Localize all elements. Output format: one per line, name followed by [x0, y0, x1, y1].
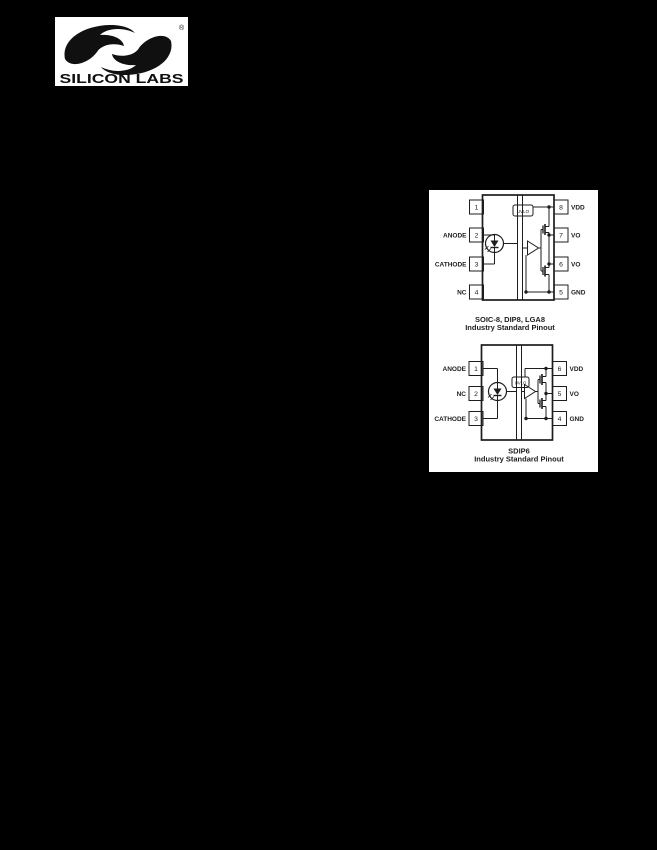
logo-graphic: [55, 17, 188, 86]
pin-label: ANODE: [442, 366, 466, 373]
pin-label: NC: [456, 391, 466, 398]
pin-number: 1: [474, 366, 478, 373]
mosfet-icon: [543, 266, 549, 277]
pin-label: VDD: [571, 204, 585, 212]
pin-number: 4: [474, 289, 479, 297]
pin-number: 2: [474, 391, 478, 398]
registered-trademark-icon: ®: [179, 25, 185, 32]
pin-label: CATHODE: [434, 416, 466, 423]
buffer-triangle-icon: [525, 385, 536, 399]
silicon-labs-logo: [55, 17, 188, 86]
pin-label: GND: [569, 416, 584, 423]
pin-label: VO: [571, 232, 581, 240]
pin-label: VDD: [569, 366, 584, 373]
pin-label: NC: [457, 289, 467, 297]
junction-dots: [524, 205, 550, 293]
pin-number: 7: [559, 232, 563, 240]
junction-dots: [524, 367, 547, 420]
pin-boxes-right: [554, 200, 568, 299]
pin-label: GND: [571, 289, 586, 297]
package-caption: SOIC-8, DIP8, LGA8: [474, 315, 546, 324]
pinout-figure: [429, 190, 598, 472]
pin-number: 5: [559, 289, 563, 297]
pin-label: VO: [571, 261, 581, 269]
pin-number: 1: [474, 204, 479, 212]
diagram-soic8-dip8-lga8: [435, 195, 586, 332]
isolation-barrier-icon: [517, 345, 522, 440]
pinout-diagrams: [429, 190, 598, 472]
buffer-triangle-icon: [528, 241, 539, 255]
pin-number: 2: [474, 232, 479, 240]
wiring: [483, 369, 517, 419]
uvlo-label: UVLO: [516, 209, 530, 214]
pin-number: 4: [557, 416, 562, 423]
pin-boxes-right: [553, 362, 567, 426]
mosfet-icon: [540, 398, 546, 409]
pin-number: 5: [557, 391, 562, 398]
pin-number: 3: [474, 416, 478, 423]
mosfet-icon: [543, 224, 549, 235]
pin-number: 8: [559, 204, 563, 212]
pin-label: VO: [569, 391, 579, 398]
mosfet-icon: [540, 374, 546, 385]
pin-number: 6: [557, 366, 562, 373]
pinout-caption: Industry Standard Pinout: [474, 454, 564, 464]
package-caption: SDIP6: [508, 446, 530, 456]
diagram-sdip6: [434, 345, 584, 464]
pin-boxes-left: [470, 200, 484, 299]
logo-wordmark: SILICON LABS: [59, 71, 184, 86]
logo-swirl-icon: [64, 25, 171, 75]
wiring: [522, 369, 553, 419]
pin-number: 3: [474, 261, 479, 269]
pin-number: 6: [559, 261, 563, 269]
pinout-caption: Industry Standard Pinout: [465, 323, 555, 332]
pin-label: ANODE: [443, 232, 467, 240]
uvlo-label: UVLO: [514, 380, 527, 386]
pin-label: CATHODE: [434, 261, 467, 269]
